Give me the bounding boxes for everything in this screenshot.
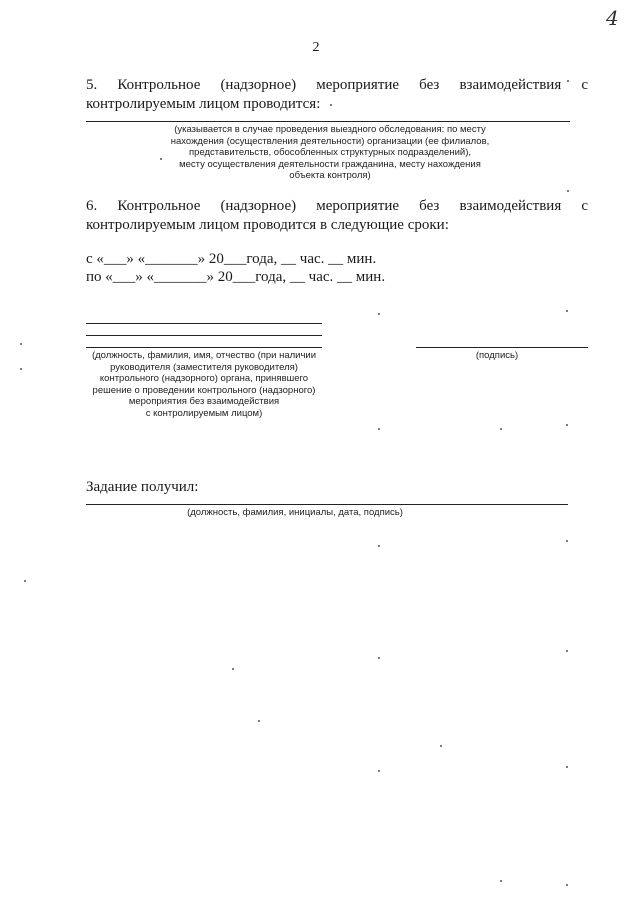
section-5-word: (надзорное) xyxy=(220,77,297,93)
scan-speck xyxy=(24,580,26,582)
scan-speck xyxy=(330,104,332,106)
scan-speck xyxy=(566,766,568,768)
section-6-word: без xyxy=(419,198,440,214)
section-5-paragraph xyxy=(86,76,588,114)
section-6-word: взаимодействия xyxy=(459,198,562,214)
scan-speck xyxy=(160,158,162,160)
scan-speck xyxy=(500,428,502,430)
scan-speck xyxy=(566,310,568,312)
scan-speck xyxy=(378,313,380,315)
scan-speck xyxy=(378,657,380,659)
section-6-second-line: контролируемым лицом проводится в следующие сроки: xyxy=(86,217,449,233)
scan-speck xyxy=(567,80,569,82)
position-fill-line-1 xyxy=(86,323,322,324)
task-received-caption: (должность, фамилия, инициалы, дата, подпись) xyxy=(187,507,403,518)
caption-line: (должность, фамилия, имя, отчество (при наличии xyxy=(91,350,317,361)
scan-speck xyxy=(566,424,568,426)
signature-fill-line xyxy=(416,347,588,348)
caption-line: мероприятия без взаимодействия xyxy=(128,396,280,407)
scan-speck xyxy=(500,880,502,882)
caption-line: месту осуществления деятельности гражданина, месту нахождения xyxy=(179,158,481,170)
section-5-word: с xyxy=(581,77,588,93)
caption-line: руководителя (заместителя руководителя) xyxy=(110,361,298,373)
section-6-word: (надзорное) xyxy=(220,198,297,214)
position-fill-line-3 xyxy=(86,347,322,348)
section-5-word: без xyxy=(419,77,440,93)
section-5-first-line xyxy=(86,76,588,95)
caption-line: контрольного (надзорного) органа, принявшего xyxy=(99,373,309,384)
scan-speck xyxy=(20,343,22,345)
scan-speck xyxy=(378,545,380,547)
scan-speck xyxy=(566,540,568,542)
scan-speck xyxy=(20,368,22,370)
section-5-word: мероприятие xyxy=(316,77,400,93)
task-received-label: Задание получил: xyxy=(86,479,199,495)
scan-speck xyxy=(378,428,380,430)
period-to-line: по «___» «_______» 20___года, __ час. __ мин. xyxy=(86,269,386,285)
scan-speck xyxy=(258,720,260,722)
caption-line: с контролируемым лицом) xyxy=(145,407,263,419)
task-received-fill-line xyxy=(86,504,568,505)
section-6-paragraph xyxy=(86,197,588,235)
section-6-word: Контрольное xyxy=(117,198,201,214)
section-5-second-line: контролируемым лицом проводится: xyxy=(86,96,321,112)
period-from-line: с «___» «_______» 20___года, __ час. __ мин. xyxy=(86,251,377,267)
section-5-fill-line xyxy=(86,121,570,122)
scan-speck xyxy=(567,190,569,192)
scan-speck xyxy=(378,770,380,772)
section-5-number: 5. xyxy=(86,77,98,93)
section-5-word: взаимодействия xyxy=(459,77,562,93)
position-fill-line-2 xyxy=(86,335,322,336)
scan-speck xyxy=(232,668,234,670)
caption-line: объекта контроля) xyxy=(289,170,371,181)
caption-line: нахождения (осуществления деятельности) организации (ее филиалов, xyxy=(170,135,490,147)
page-number: 2 xyxy=(312,40,320,55)
signature-caption: (подпись) xyxy=(475,350,519,361)
corner-handwritten-mark: 4 xyxy=(606,6,619,30)
caption-line: (указывается в случае проведения выездного обследования: по месту xyxy=(174,124,486,135)
section-5-word: Контрольное xyxy=(117,77,201,93)
section-6-word: с xyxy=(581,198,588,214)
section-6-first-line xyxy=(86,197,588,216)
position-caption xyxy=(84,350,324,419)
scan-speck xyxy=(566,650,568,652)
scan-speck xyxy=(566,884,568,886)
section-6-number: 6. xyxy=(86,198,98,214)
caption-line: представительств, обособленных структурных подразделений), xyxy=(188,147,472,158)
caption-line: решение о проведении контрольного (надзорного) xyxy=(92,384,316,396)
section-5-caption xyxy=(150,124,510,182)
scan-speck xyxy=(440,745,442,747)
section-6-word: мероприятие xyxy=(316,198,400,214)
